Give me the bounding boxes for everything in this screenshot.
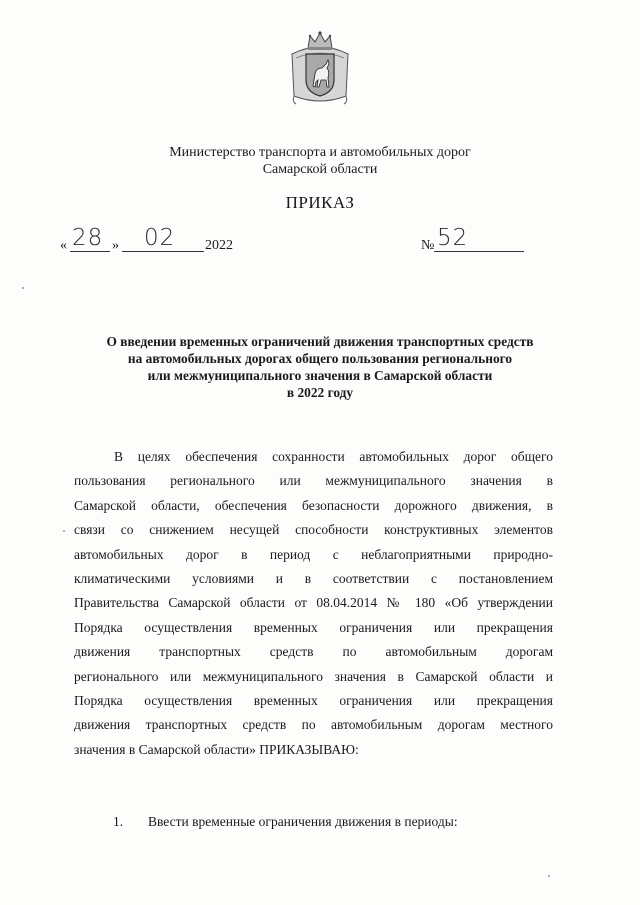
date-month: 02 [144,225,176,251]
heading-line: в 2022 году [286,385,354,400]
body-line: климатическими условиями и в соответствии с постановлением [74,570,553,586]
scan-speck [22,287,24,289]
list-item [113,810,458,834]
body-line: значения в Самарской области» ПРИКАЗЫВАЮ: [74,741,359,757]
body-line: движения транспортных средств по автомобильным дорогам [74,644,553,660]
body-line: автомобильных дорог в период с неблагоприятными природно- [74,546,553,562]
ministry-name [0,144,640,178]
ministry-name-line-1: Министерство транспорта и автомобильных дорог [169,145,471,160]
list-item-number: 1. [113,814,124,829]
date-year: 2022 [205,238,233,253]
document-heading [60,333,580,401]
list-item-text: Ввести временные ограничения движения в периоды: [148,814,458,829]
body-line: пользования регионального или межмуниципального значения в [74,473,553,489]
heading-line: О введении временных ограничений движения транспортных средств [106,334,534,349]
body-paragraph [74,445,553,762]
body-line: движения транспортных средств по автомобильным дорогам местного [74,717,553,733]
scan-speck [548,875,550,877]
body-line: Порядка осуществления временных ограничения или прекращения [74,692,553,708]
date-month-underline [122,251,204,252]
body-line: Правительства Самарской области от 08.04.2014 № 180 «Об утверждении [74,595,553,611]
body-line: Порядка осуществления временных ограничения или прекращения [74,619,553,635]
date-day-underline [70,251,110,252]
order-title: ПРИКАЗ [285,193,355,212]
coat-of-arms-emblem [288,30,352,108]
ministry-name-line-2: Самарской области [262,162,378,177]
date-number-row [0,224,640,258]
body-line: регионального или межмуниципального значения в Самарской области и [74,668,553,684]
order-number-value: 52 [437,225,469,251]
date-close-quote: » [112,238,119,253]
body-line: связи со снижением несущей способности конструктивных элементов [74,522,553,538]
heading-line: или межмуниципального значения в Самарской области [147,368,493,383]
order-number-label: № [421,238,435,253]
body-line: Самарской области, обеспечения безопасности дорожного движения, в [74,497,553,513]
scan-speck [63,530,65,532]
date-day: 28 [72,225,104,251]
order-number-underline [434,251,524,252]
heading-line: на автомобильных дорогах общего пользования регионального [127,351,513,366]
date-open-quote: « [60,238,67,253]
body-line: В целях обеспечения сохранности автомобильных дорог общего [114,449,553,464]
